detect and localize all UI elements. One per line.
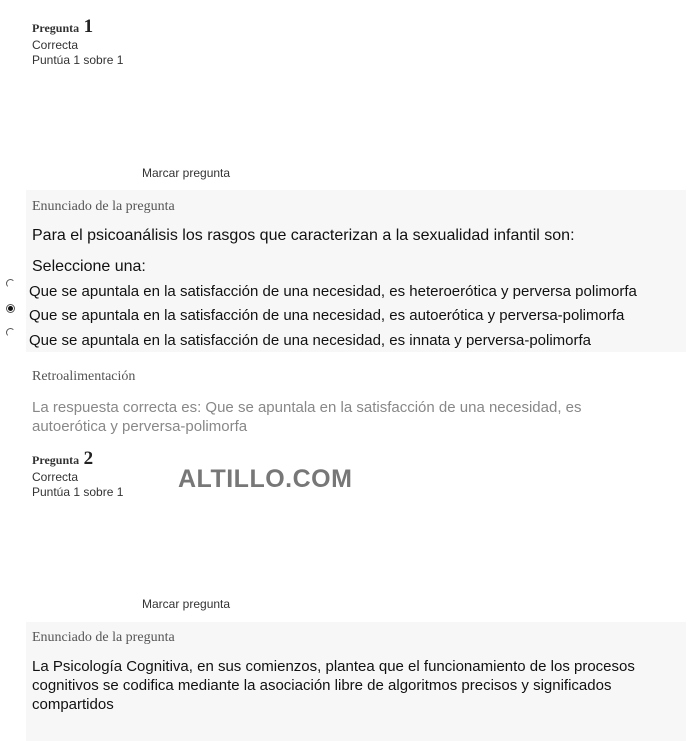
question-status: Correcta	[32, 470, 79, 484]
answer-option-radio[interactable]	[6, 279, 15, 288]
answer-option-label[interactable]: Que se apuntala en la satisfacción de una necesidad, es innata y perversa-polimorfa	[29, 332, 592, 349]
answer-option-radio-selected[interactable]	[6, 304, 15, 313]
flag-question-button[interactable]: Marcar pregunta	[142, 597, 231, 611]
feedback-title: Retroalimentación	[32, 369, 136, 384]
question-text-line-1: La Psicología Cognitiva, en sus comienzos, plantea que el funcionamiento de los procesos	[32, 658, 635, 675]
question-2-header	[32, 448, 93, 470]
question-status: Correcta	[32, 38, 79, 52]
question-text-line-3: compartidos	[32, 696, 114, 713]
statement-title: Enunciado de la pregunta	[32, 630, 175, 645]
answer-option-label[interactable]: Que se apuntala en la satisfacción de una necesidad, es autoerótica y perversa-polimorfa	[29, 307, 625, 324]
question-score: Puntúa 1 sobre 1	[32, 53, 124, 67]
question-label: Pregunta	[32, 21, 80, 35]
question-number: 2	[83, 448, 94, 469]
question-label: Pregunta	[32, 453, 80, 467]
flag-question-button[interactable]: Marcar pregunta	[142, 166, 231, 180]
question-text-line-2: cognitivos se codifica mediante la asociación libre de algoritmos precisos y significados	[32, 677, 612, 694]
feedback-text-line-1: La respuesta correcta es: Que se apuntala en la satisfacción de una necesidad, es	[32, 399, 582, 416]
watermark: ALTILLO.COM	[178, 465, 353, 493]
answer-option-radio[interactable]	[6, 328, 15, 337]
question-1-header	[32, 16, 93, 38]
select-prompt: Seleccione una:	[32, 258, 146, 275]
question-score: Puntúa 1 sobre 1	[32, 485, 124, 499]
answer-option-label[interactable]: Que se apuntala en la satisfacción de una necesidad, es heteroerótica y perversa polimorfa	[29, 283, 637, 300]
statement-title: Enunciado de la pregunta	[32, 199, 175, 214]
question-number: 1	[83, 16, 94, 37]
feedback-text-line-2: autoerótica y perversa-polimorfa	[32, 418, 248, 435]
question-text: Para el psicoanálisis los rasgos que caracterizan a la sexualidad infantil son:	[32, 227, 575, 244]
